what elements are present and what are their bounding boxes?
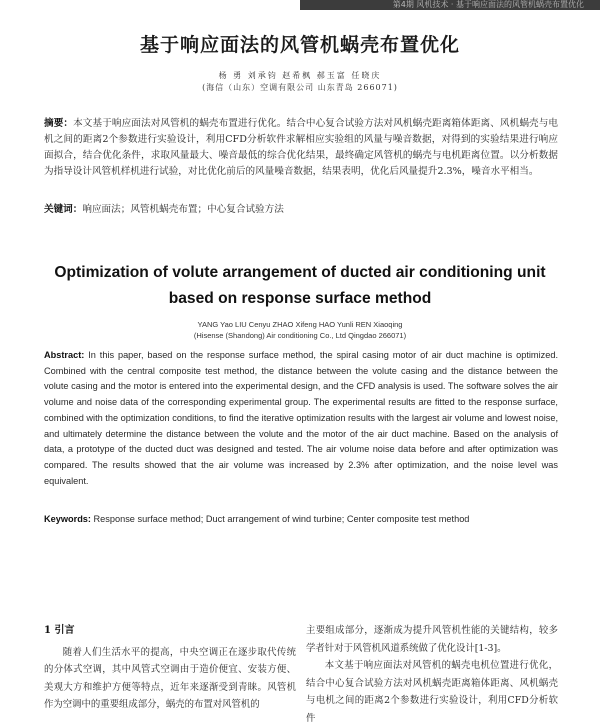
- chinese-authors: 杨 勇 刘承钧 赵希枫 郝玉富 任晓庆: [218, 71, 382, 80]
- body-paragraph: 主要组成部分，逐渐成为提升风管机性能的关键结构，较多学者针对于风管机风道系统做了优化设计[1-3]。: [306, 625, 558, 654]
- body-left-column: [44, 622, 296, 714]
- chinese-abstract: [44, 116, 558, 180]
- english-abstract-label: Abstract:: [44, 350, 85, 360]
- running-head-text: 第4期 风机技术 · 基于响应面法的风管机蜗壳布置优化: [392, 0, 584, 9]
- english-keywords-label: Keywords:: [44, 514, 91, 524]
- chinese-abstract-label: 摘要：: [44, 118, 74, 129]
- chinese-title: 基于响应面法的风管机蜗壳布置优化: [139, 34, 460, 56]
- english-abstract: [44, 348, 558, 489]
- english-abstract-text: In this paper, based on the response surface method, the spiral casing motor of air duct machine is optimized. Combined with the central composite test method, the distance between the volute casing and the distance between the volute casing and the motor is entered into the experimental design, and the CFD analysis is used. The software solves the air volume and noise data of the corresponding experimental group. The experimental results are fitted to the response surface, combined with the optimization conditions, to find the iterative optimization results with the largest air volume and lowest noise, and ultimately determine the distance between the volute and the motor of the air duct machine. Based on the analysis of data, a prototype of the ducted duct was designed and tested. The air volume noise data before and after optimization was compared. The results showed that the air volume was increased by 2.3% after optimization, and the noise level was equivalent.: [44, 350, 558, 486]
- chinese-abstract-text: 本文基于响应面法对风管机的蜗壳布置进行优化。结合中心复合试验方法对风机蜗壳距离箱体距离、风机蜗壳与电机之间的距离2个参数进行实验设计，利用CFD分析软件求解相应实验组的风量与噪音数据，对得到的实验结果进行响应面拟合，结合优化条件，求取风量最大、噪音最低的综合优化结果，最终确定风管机的蜗壳与电机距离位置。以分析数据为指导设计风管机样机进行试验，对比优化前后的风量噪音数据，结果表明，优化后风量提升2.3%，噪音水平相当。: [44, 118, 559, 177]
- chinese-affiliation: (海信（山东）空调有限公司 山东青岛 266071): [202, 83, 398, 92]
- english-keywords-text: Response surface method; Duct arrangement of wind turbine; Center composite test method: [93, 514, 470, 524]
- chinese-keywords-text: 响应面法；风管机蜗壳布置；中心复合试验方法: [82, 204, 284, 215]
- section-title-introduction: 1 引言: [44, 625, 75, 636]
- body-paragraph: 本文基于响应面法对风管机的蜗壳电机位置进行优化，结合中心复合试验方法对风机蜗壳距离箱体距离、风机蜗壳与电机之间的距离2个参数进行实验设计，利用CFD分析软件: [306, 660, 558, 724]
- english-keywords: [44, 512, 558, 528]
- chinese-keywords: [44, 202, 558, 218]
- english-authors: YANG Yao LIU Cenyu ZHAO Xifeng HAO Yunli REN Xiaoqing: [197, 320, 403, 329]
- running-head: [300, 0, 600, 10]
- body-paragraph: 随着人们生活水平的提高，中央空调正在逐步取代传统的分体式空调，其中风管式空调由于造价便宜、安装方便、美观大方和维护方便等特点，近年来逐渐受到青睐。风管机作为空调中的重要组成部分，蜗壳的布置对风管机的: [44, 646, 296, 710]
- body-right-column: [306, 622, 558, 727]
- chinese-keywords-label: 关键词：: [44, 204, 83, 215]
- english-affiliation: (Hisense (Shandong) Air conditioning Co., Ltd Qingdao 266071): [193, 331, 407, 340]
- english-title: Optimization of volute arrangement of ducted air conditioning unit based on response surface method: [54, 264, 546, 307]
